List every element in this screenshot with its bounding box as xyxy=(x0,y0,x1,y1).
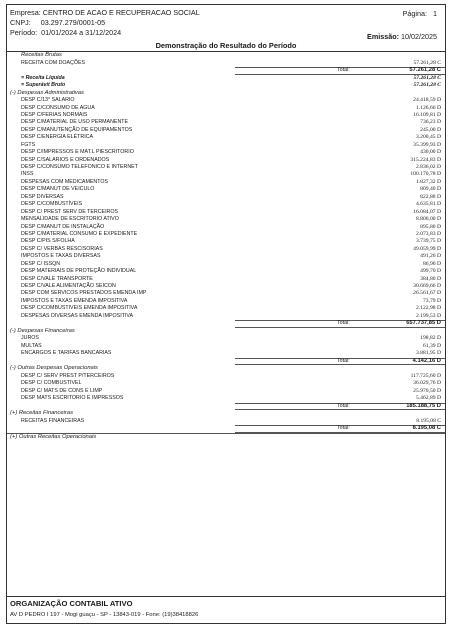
section-total xyxy=(7,403,445,411)
line-item xyxy=(7,395,445,402)
section-title xyxy=(7,90,445,98)
section-title xyxy=(7,328,445,336)
line-item-desc: DESP C/ ISSQN xyxy=(21,260,61,267)
section-title-text: (-) Despesas Financeiras xyxy=(10,327,75,334)
section-title-text: (-) Outras Despesas Operacionais xyxy=(10,365,98,372)
line-item-desc: DESP C/VALE ALIMENTAÇÃO SEICON xyxy=(21,283,116,290)
line-item-desc: ENCARGOS E TARIFAS BANCARIAS xyxy=(21,350,112,357)
section-title-text: (+) Receitas Financeiras xyxy=(10,410,73,417)
line-item-value: 315.224,83 D xyxy=(410,156,441,163)
line-item-desc: DESP C/VALE TRANSPORTE xyxy=(21,275,93,282)
section-title-text: (+) Outras Receitas Operacionais xyxy=(10,433,97,440)
line-item xyxy=(7,276,445,283)
total-value: 4.142,16 D xyxy=(412,357,441,364)
line-item-value: 2.836,02 D xyxy=(415,164,441,171)
section-total xyxy=(7,67,445,75)
line-item-desc: DESP C/CONSUMO DE AGUA xyxy=(21,104,95,111)
line-item xyxy=(7,134,445,141)
section-title xyxy=(7,410,445,418)
line-item-value: 36.029,76 D xyxy=(413,380,441,387)
line-item-value: 245,00 D xyxy=(420,126,441,133)
line-item-desc: DESP MATS ESCRITORIO E IMPRESSOS xyxy=(21,395,124,402)
line-item xyxy=(7,253,445,260)
line-item-desc: DESP C/MANUTENÇÃO DE EQUIPAMENTOS xyxy=(21,126,133,133)
cnpj-label: CNPJ: xyxy=(10,18,31,27)
result-label: = Superávit Bruto xyxy=(21,82,66,89)
line-item-value: 1.827,32 D xyxy=(415,178,441,185)
line-item xyxy=(7,246,445,253)
line-item-value: 895,80 D xyxy=(420,223,441,230)
line-item-desc: INSS xyxy=(21,171,34,178)
line-item xyxy=(7,238,445,245)
line-item-desc: DESP C/COMBUSTÍVEIS xyxy=(21,201,83,208)
line-item-value: 16.109,81 D xyxy=(413,111,441,118)
line-item xyxy=(7,149,445,156)
result-label: = Receita Líquida xyxy=(21,74,65,81)
result-value: 57.261,28 C xyxy=(413,74,441,81)
section-title-text: (-) Despesas Administrativas xyxy=(10,89,84,96)
line-item-value: 2.199,53 D xyxy=(415,312,441,319)
line-item-value: 86,90 D xyxy=(422,260,441,267)
line-item-desc: DESP C/MATERIAL CONSUMO E EXPEDIENTE xyxy=(21,230,138,237)
line-item-value: 1.126,66 D xyxy=(415,104,441,111)
line-item-desc: DESP C/ VERBAS RESCISORIAS xyxy=(21,245,103,252)
line-item xyxy=(7,335,445,342)
line-item-value: 25.970,50 D xyxy=(413,387,441,394)
line-item-value: 2.073,83 D xyxy=(415,230,441,237)
line-item xyxy=(7,142,445,149)
emissao-value: 10/02/2025 xyxy=(401,32,437,41)
line-item-desc: DESP C/MATERIAL DE USO PERMANENTE xyxy=(21,119,129,126)
line-item xyxy=(7,283,445,290)
line-item-desc: MENSALIDADE DE ESCRITORIO ATIVO xyxy=(21,216,119,223)
line-item-desc: DESP DIVERSAS xyxy=(21,193,64,200)
line-item-value: 4.635,81 D xyxy=(415,201,441,208)
line-item xyxy=(7,388,445,395)
section-title xyxy=(7,434,445,442)
pagina-value: 1 xyxy=(433,9,437,18)
line-item xyxy=(7,119,445,126)
line-item-desc: IMPOSTOS E TAXAS EMENDA IMPOSITIVA xyxy=(21,297,128,304)
periodo-label: Período: xyxy=(10,28,38,37)
footer-org: ORGANIZAÇÃO CONTABIL ATIVO xyxy=(10,599,133,608)
line-item xyxy=(7,201,445,208)
line-item-desc: RECEITAS FINANCEIRAS xyxy=(21,417,85,424)
line-item-desc: DESP MATERIAIS DE PROTEÇÃO INDIVIDUAL xyxy=(21,268,137,275)
result-value: 57.261,28 C xyxy=(413,82,441,89)
line-item xyxy=(7,305,445,312)
section-title-text: Receitas Brutas xyxy=(21,52,62,58)
line-item xyxy=(7,350,445,357)
line-item xyxy=(7,224,445,231)
line-item xyxy=(7,171,445,178)
total-label: Total: xyxy=(337,320,350,327)
total-label: Total: xyxy=(337,357,350,364)
line-item-desc: RECEITA COM DOAÇÕES xyxy=(21,59,86,66)
report-title: Demonstração do Resultado do Período xyxy=(155,41,297,50)
line-item-desc: DESP C/FERIAS NORMAIS xyxy=(21,111,88,118)
line-item xyxy=(7,380,445,387)
line-item-desc: DESP C/ MATS DE CONS E LIMP xyxy=(21,387,103,394)
line-item xyxy=(7,268,445,275)
total-label: Total: xyxy=(337,67,350,74)
total-value: 8.195,08 C xyxy=(412,425,441,432)
page-number xyxy=(403,9,437,18)
line-item xyxy=(7,105,445,112)
line-item xyxy=(7,179,445,186)
report-footer xyxy=(7,596,445,623)
total-label: Total: xyxy=(337,402,350,409)
emissao xyxy=(367,32,437,41)
result-line xyxy=(7,75,445,82)
line-item-value: 5.462,89 D xyxy=(415,395,441,402)
pagina-label: Página: xyxy=(402,9,427,18)
section-title xyxy=(7,52,445,60)
line-item-desc: DESP C/CONSUMO TELEFONICO E INTERNET xyxy=(21,164,138,171)
line-item xyxy=(7,157,445,164)
line-item xyxy=(7,418,445,425)
footer-address: AV D PEDRO I 197 - Mogi guaçu - SP - 13843-019 - Fone: (19)38418826 xyxy=(10,612,199,618)
line-item-value: 16.084,07 D xyxy=(413,208,441,215)
line-item-value: 3.881,95 D xyxy=(415,350,441,357)
line-item-desc: DESP C/PIS S/FOLHA xyxy=(21,238,75,245)
line-item-value: 736,23 D xyxy=(420,119,441,126)
cnpj-row xyxy=(10,18,105,27)
line-item xyxy=(7,290,445,297)
line-item-desc: DESPESAS DIVERSAS EMENDA IMPOSITIVA xyxy=(21,312,134,319)
line-item-desc: DESP C/MANUT DE INSTALAÇÃO xyxy=(21,223,105,230)
line-item-value: 35.399,93 D xyxy=(413,141,441,148)
line-item-value: 198,82 D xyxy=(420,335,441,342)
line-item-desc: DESP C/MANUT DE VEICULO xyxy=(21,186,95,193)
section-total xyxy=(7,425,445,433)
periodo-value: 01/01/2024 a 31/12/2024 xyxy=(41,28,122,37)
line-item-desc: DESP C/ COMBUSTIVEL xyxy=(21,380,82,387)
line-item-desc: DESP C/ PREST SERV DE TERCEIROS xyxy=(21,208,119,215)
line-item-value: 30.669,66 D xyxy=(413,283,441,290)
total-value: 657.737,85 D xyxy=(406,320,441,327)
line-item-desc: DESP C/IMPRESSOS E MAT.L PIESCRITORIO xyxy=(21,149,134,156)
line-item xyxy=(7,186,445,193)
report-header xyxy=(7,5,445,52)
line-item-value: 2.122,98 D xyxy=(415,305,441,312)
line-item-desc: DESPESAS COM MEDICAMENTOS xyxy=(21,178,109,185)
line-item xyxy=(7,373,445,380)
line-item-value: 8.800,00 D xyxy=(415,216,441,223)
line-item-value: 3.200,45 D xyxy=(415,134,441,141)
line-item-desc: IMPOSTOS E TAXAS DIVERSAS xyxy=(21,253,101,260)
line-item xyxy=(7,298,445,305)
line-item xyxy=(7,231,445,238)
line-item-desc: DESP C/ SERV PREST P/TERCEIROS xyxy=(21,372,115,379)
line-item xyxy=(7,112,445,119)
total-label: Total: xyxy=(337,425,350,432)
section-title xyxy=(7,365,445,373)
line-item-value: 809,40 D xyxy=(420,186,441,193)
line-item-value: 73,79 D xyxy=(422,297,441,304)
line-item-value: 8.195,08 C xyxy=(416,417,441,424)
periodo-row xyxy=(10,28,121,37)
line-item-desc: DESP C/13° SALARIO xyxy=(21,97,75,104)
line-item-desc: DESP COM SERVICOS PRESTADOS EMENDA IMP xyxy=(21,290,147,297)
line-item-value: 499,70 D xyxy=(420,268,441,275)
line-item-value: 117.725,60 D xyxy=(410,372,441,379)
line-item-desc: DESP C/ENERGIA ELÉTRICA xyxy=(21,134,94,141)
line-item-value: 491,26 D xyxy=(420,253,441,260)
line-item-desc: DESP C/SALARIOS E ORDENADOS xyxy=(21,156,110,163)
line-item-desc: JUROS xyxy=(21,335,39,342)
empresa-row xyxy=(10,8,200,17)
line-item-value: 26.561,67 D xyxy=(413,290,441,297)
line-item xyxy=(7,313,445,320)
line-item-value: 49.059,99 D xyxy=(413,245,441,252)
line-item xyxy=(7,60,445,67)
report-body xyxy=(7,52,445,441)
line-item-value: 384,80 D xyxy=(420,275,441,282)
line-item-value: 61,39 D xyxy=(422,342,441,349)
section-total xyxy=(7,358,445,366)
line-item xyxy=(7,216,445,223)
empresa-name: CENTRO DE ACAO E RECUPERACAO SOCIAL xyxy=(42,8,200,17)
line-item-value: 24.418,59 D xyxy=(413,97,441,104)
line-item xyxy=(7,97,445,104)
line-item-value: 3.739,75 D xyxy=(415,238,441,245)
section-total xyxy=(7,320,445,328)
line-item xyxy=(7,209,445,216)
line-item-value: 57.261,28 C xyxy=(413,59,441,66)
line-item xyxy=(7,343,445,350)
report-page xyxy=(6,4,446,624)
empresa-label: Empresa: xyxy=(10,8,41,17)
line-item-desc: DESP C/COMBUSTIVEIS EMENDA IMPOSITIVA xyxy=(21,305,138,312)
line-item-desc: MULTAS xyxy=(21,342,42,349)
line-item-desc: FGTS xyxy=(21,141,36,148)
emissao-label: Emissão: xyxy=(367,32,400,41)
result-line xyxy=(7,82,445,89)
line-item xyxy=(7,164,445,171)
line-item-value: 822,88 D xyxy=(420,193,441,200)
total-value: 57.261,28 C xyxy=(409,67,441,74)
cnpj-value: 03.297.279/0001-05 xyxy=(40,18,106,27)
line-item-value: 430,00 D xyxy=(420,149,441,156)
line-item-value: 100.170,78 D xyxy=(410,171,441,178)
total-value: 185.188,75 D xyxy=(406,402,441,409)
